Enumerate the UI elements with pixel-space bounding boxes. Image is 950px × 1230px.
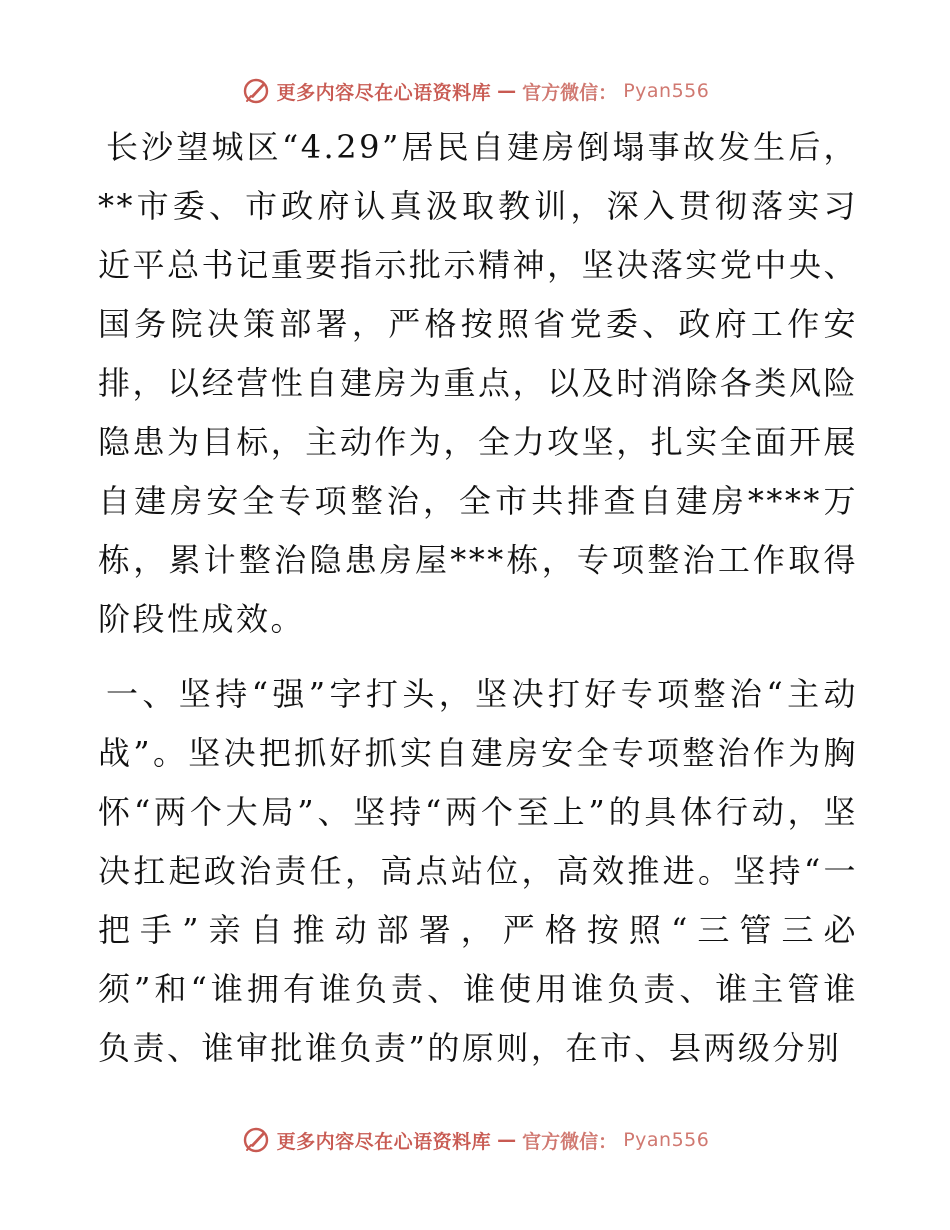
watermark-site-text: 更多内容尽在心语资料库 <box>276 1130 492 1153</box>
paragraph-intro: 长沙望城区“4.29”居民自建房倒塌事故发生后，**市委、市政府认真汲取教训，深入贯彻落实习近平总书记重要指示批示精神，坚决落实党中央、国务院决策部署，严格按照省党委、政府工作安排，以经营性自建房为重点，以及时消除各类风险隐患为目标，主动作为，全力攻坚，扎实全面开展自建房安全专项整治，全市共排查自建房****万栋，累计整治隐患房屋***栋，专项整治工作取得阶段性成效。 <box>98 128 858 638</box>
paragraph-section-one: 一、坚持“强”字打头，坚决打好专项整治“主动战”。坚决把抓好抓实自建房安全专项整治作为胸怀“两个大局”、坚持“两个至上”的具体行动，坚决扛起政治责任，高点站位，高效推进。坚持“一把手”亲自推动部署，严格按照“三管三必须”和“谁拥有谁负责、谁使用谁负责、谁主管谁负责、谁审批谁负责”的原则，在市、县两级分别 <box>98 675 858 1067</box>
quill-circle-icon <box>241 76 271 106</box>
watermark-wechat-label: 官方微信： <box>522 81 618 104</box>
watermark-dash: — <box>497 1129 517 1151</box>
watermark-site-text: 更多内容尽在心语资料库 <box>276 81 492 104</box>
document-body <box>98 118 858 1078</box>
footer-watermark <box>0 1120 950 1160</box>
watermark-dash: — <box>497 80 517 102</box>
header-watermark <box>0 71 950 111</box>
quill-circle-icon <box>241 1125 271 1155</box>
watermark-wechat-id: Pyan556 <box>623 80 710 102</box>
watermark-wechat-id: Pyan556 <box>623 1129 710 1151</box>
watermark-wechat-label: 官方微信： <box>522 1130 618 1153</box>
